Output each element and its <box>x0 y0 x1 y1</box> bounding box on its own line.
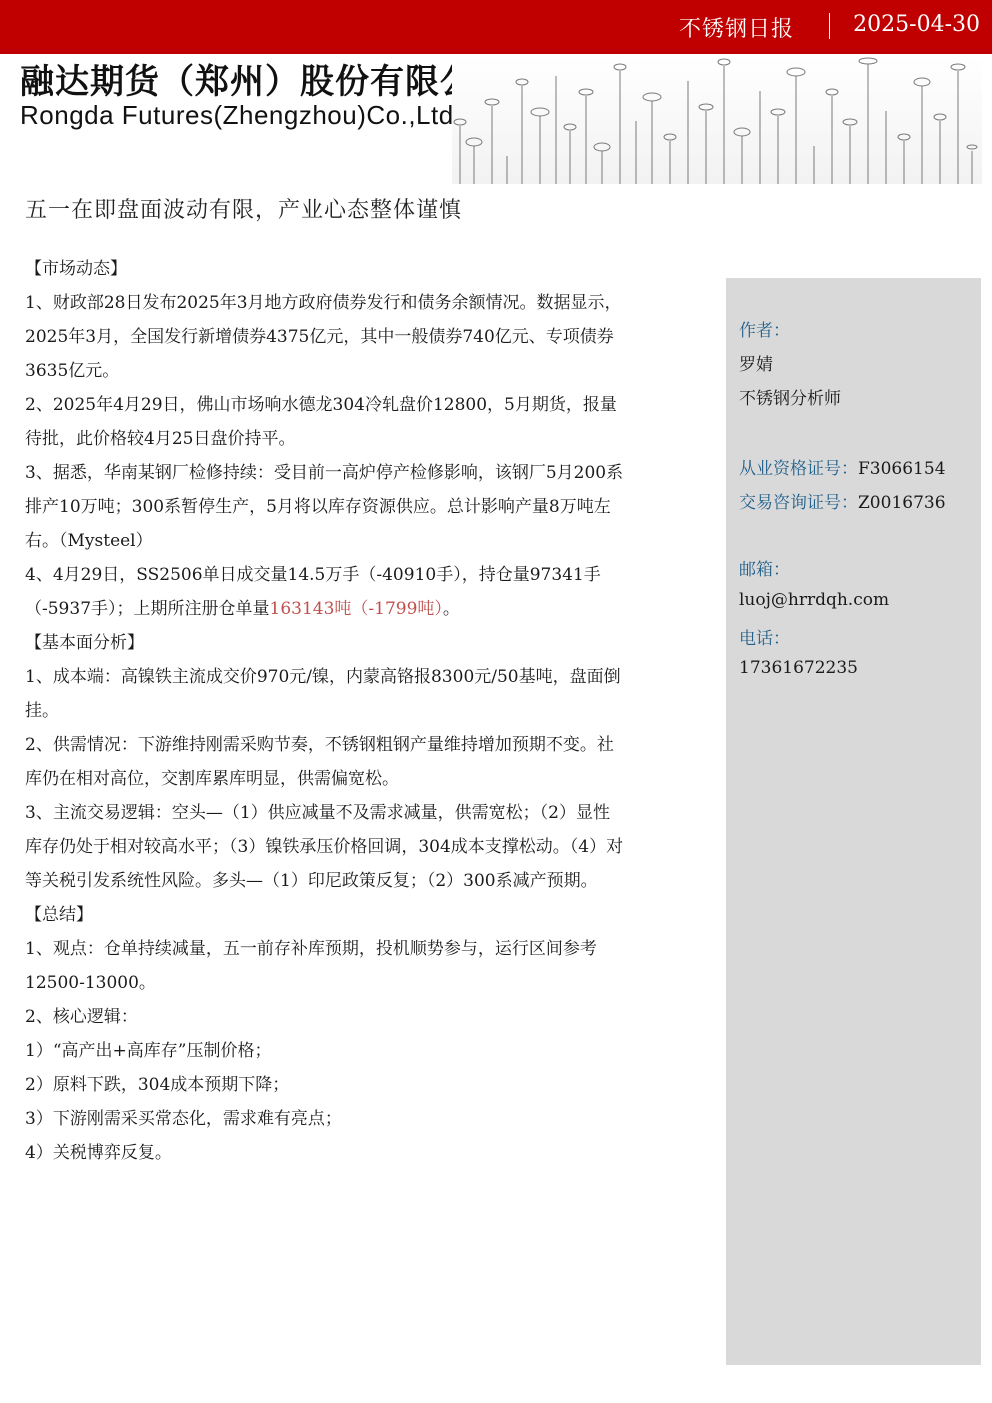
report-date: 2025-04-30 <box>853 12 980 37</box>
market-item: 3、据悉，华南某钢厂检修持续：受目前一高炉停产检修影响，该钢厂5月200系排产10万吨；300系暂停生产，5月将以库存资源供应。总计影响产量8万吨左右。（Mysteel） <box>25 463 624 551</box>
report-body <box>25 252 625 1170</box>
market-item-4-text: 4、4月29日，SS2506单日成交量14.5万手（-40910手），持仓量97341手（-5937手）；上期所注册仓单量 <box>25 565 601 619</box>
warehouse-receipt-highlight: 163143吨（-1799吨） <box>269 599 443 619</box>
section-title-fundamental: 【基本面分析】 <box>25 633 144 653</box>
fundamental-item: 1、成本端：高镍铁主流成交价970元/镍，内蒙高铬报8300元/50基吨，盘面倒挂。 <box>25 667 621 721</box>
section-title-summary: 【总结】 <box>25 905 93 925</box>
author-sidebar <box>726 278 981 1365</box>
headline: 五一在即盘面波动有限，产业心态整体谨慎 <box>25 198 463 223</box>
phone-label: 电话： <box>739 629 790 649</box>
consult-number <box>739 488 946 513</box>
market-item: 2、2025年4月29日，佛山市场响水德龙304冷轧盘价12800，5月期货，报量待批，此价格较4月25日盘价持平。 <box>25 395 617 449</box>
consult-label: 交易咨询证号： <box>739 493 858 513</box>
market-item: 1、财政部28日发布2025年3月地方政府债券发行和债务余额情况。数据显示，2025年3月，全国发行新增债券4375亿元，其中一般债券740亿元、专项债券3635亿元。 <box>25 293 622 381</box>
market-item-4 <box>25 558 625 626</box>
summary-item: 1、观点：仓单持续减量，五一前存补库预期，投机顺势参与，运行区间参考12500-13000。 <box>25 939 597 993</box>
email-label: 邮箱： <box>739 560 790 580</box>
consult-value: Z0016736 <box>858 493 946 513</box>
market-item-4-end: 。 <box>442 599 460 619</box>
cert-value: F3066154 <box>858 459 946 479</box>
phone-value: 17361672235 <box>739 658 858 678</box>
fundamental-item: 3、主流交易逻辑：空头—（1）供应减量不及需求减量，供需宽松；（2）显性库存仍处于相对较高水平；（3）镍铁承压价格回调，304成本支撑松动。（4）对等关税引发系统性风险。多头—（1）印尼政策反复；（2）300系减产预期。 <box>25 803 624 891</box>
header-bar <box>0 0 992 54</box>
author-name: 罗婧 <box>739 355 773 375</box>
author-title: 不锈钢分析师 <box>739 389 841 409</box>
author-label: 作者： <box>739 321 790 341</box>
summary-item: 1）“高产出+高库存”压制价格； <box>25 1041 272 1061</box>
summary-item: 4）关税博弈反复。 <box>25 1143 172 1163</box>
fundamental-item: 2、供需情况：下游维持刚需采购节奏，不锈钢粗钢产量维持增加预期不变。社库仍在相对高位，交割库累库明显，供需偏宽松。 <box>25 735 614 789</box>
company-name-cn: 融达期货（郑州）股份有限公司 <box>20 62 510 102</box>
report-title: 不锈钢日报 <box>678 17 794 42</box>
header-separator <box>829 13 830 39</box>
cert-number <box>739 454 946 479</box>
decorative-banner-graphic <box>452 56 982 184</box>
cert-label: 从业资格证号： <box>739 459 858 479</box>
summary-item: 2）原料下跌，304成本预期下降； <box>25 1075 290 1095</box>
company-name-en: Rongda Futures(Zhengzhou)Co.,Ltd. <box>20 100 462 130</box>
summary-item: 3）下游刚需采买常态化，需求难有亮点； <box>25 1109 342 1129</box>
summary-item: 2、核心逻辑： <box>25 1007 138 1027</box>
email-value[interactable]: luoj@hrrdqh.com <box>739 590 890 610</box>
section-title-market: 【市场动态】 <box>25 259 127 279</box>
